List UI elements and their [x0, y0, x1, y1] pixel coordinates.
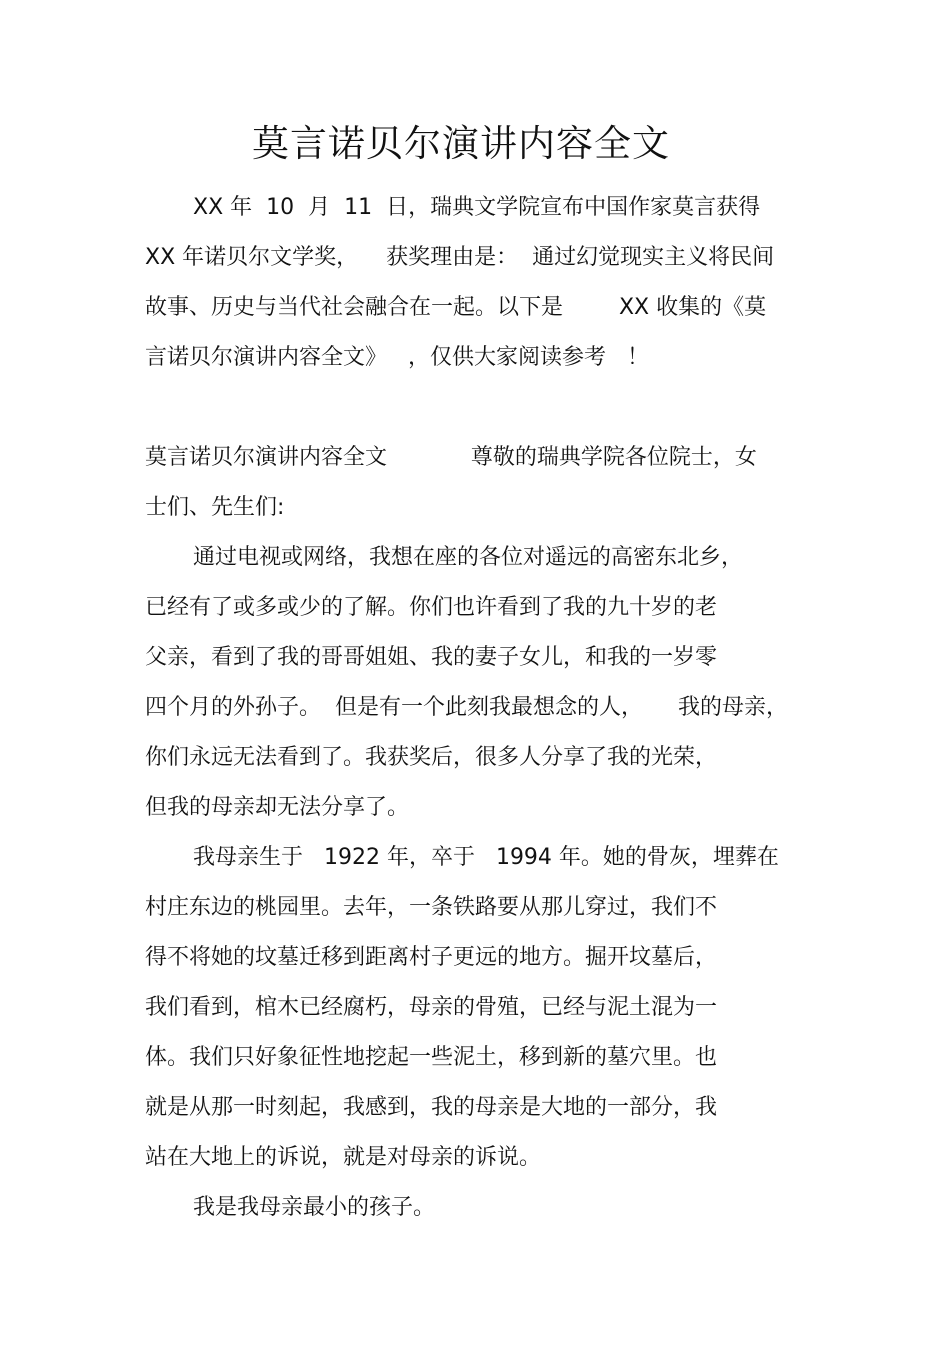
text-line: 就是从那一时刻起，我感到，我的母亲是大地的一部分，我	[145, 1095, 718, 1120]
text-line: 站在大地上的诉说，就是对母亲的诉说。	[145, 1145, 542, 1170]
text-line: 我母亲生于 1922 年，卒于 1994 年。她的骨灰，埋葬在	[193, 845, 779, 870]
text-line: 四个月的外孙子。 但是有一个此刻我最想念的人， 我的母亲，	[145, 695, 788, 720]
document-title: 莫言诺贝尔演讲内容全文	[252, 122, 670, 165]
text-line: 得不将她的坟墓迁移到距离村子更远的地方。掘开坟墓后，	[145, 945, 718, 970]
text-line: 言诺贝尔演讲内容全文》 ，仅供大家阅读参考 ！	[145, 345, 649, 370]
text-line: XX 年诺贝尔文学奖， 获奖理由是： 通过幻觉现实主义将民间	[145, 245, 775, 270]
text-line: 但我的母亲却无法分享了。	[145, 795, 410, 820]
text-line: XX 年 10 月 11 日，瑞典文学院宣布中国作家莫言获得	[193, 195, 761, 220]
text-line: 我们看到，棺木已经腐朽，母亲的骨殖，已经与泥土混为一	[145, 995, 718, 1020]
text-line: 体。我们只好象征性地挖起一些泥土，移到新的墓穴里。也	[145, 1045, 718, 1070]
text-line: 莫言诺贝尔演讲内容全文 尊敬的瑞典学院各位院士，女	[145, 445, 757, 470]
text-line: 已经有了或多或少的了解。你们也许看到了我的九十岁的老	[145, 595, 718, 620]
text-line: 士们、先生们:	[145, 495, 285, 520]
text-line: 父亲，看到了我的哥哥姐姐、我的妻子女儿，和我的一岁零	[145, 645, 718, 670]
text-line: 我是我母亲最小的孩子。	[193, 1195, 436, 1220]
text-line: 通过电视或网络，我想在座的各位对遥远的高密东北乡，	[193, 545, 744, 570]
text-line: 故事、历史与当代社会融合在一起。以下是 XX 收集的《莫	[145, 295, 767, 320]
text-line: 你们永远无法看到了。我获奖后，很多人分享了我的光荣，	[145, 745, 718, 770]
text-line: 村庄东边的桃园里。去年，一条铁路要从那儿穿过，我们不	[145, 895, 718, 920]
